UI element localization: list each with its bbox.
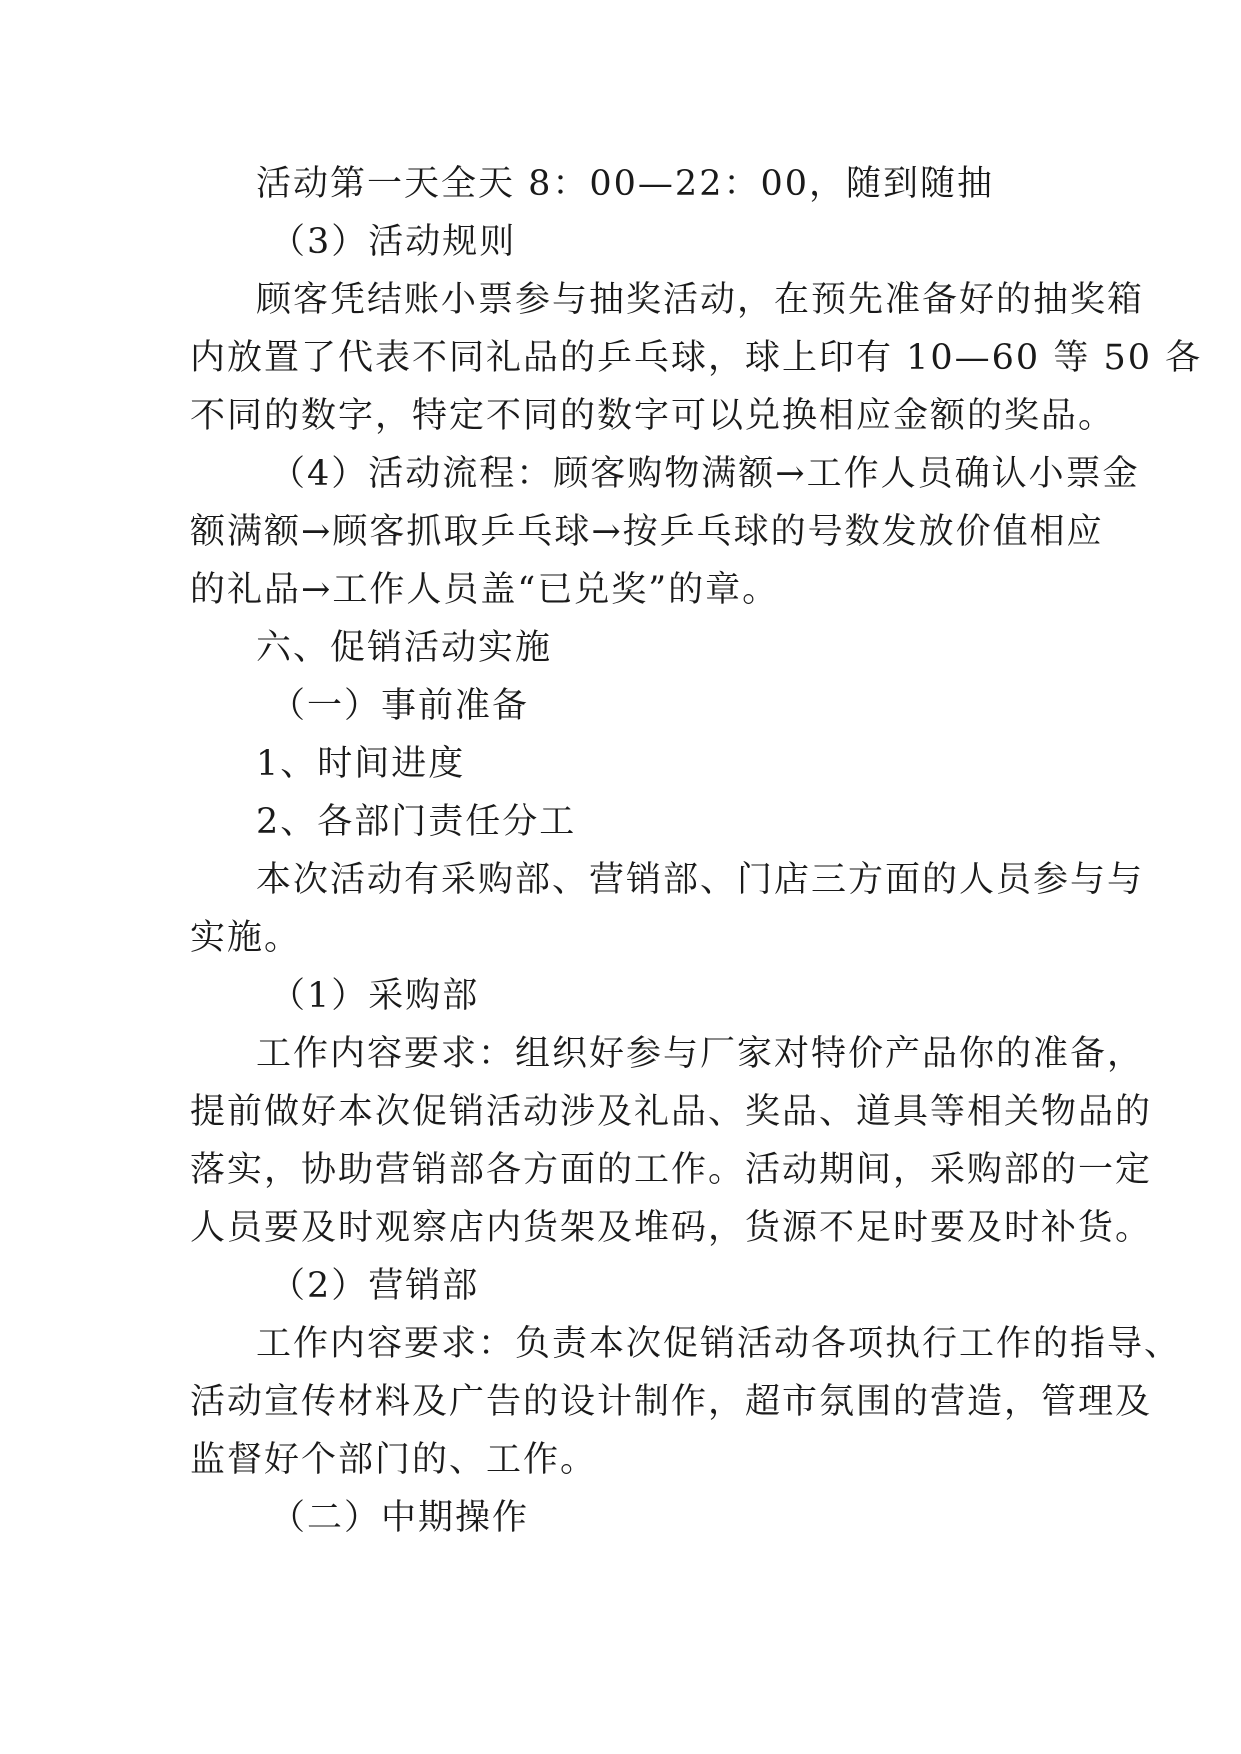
subsection-heading: （1）采购部 (270, 976, 480, 1016)
text-line: 工作内容要求：负责本次促销活动各项执行工作的指导、 (256, 1324, 1182, 1364)
text-line: 内放置了代表不同礼品的乒乓球，球上印有 10—60 等 50 各 (190, 338, 1203, 378)
text-line: 人员要及时观察店内货架及堆码，货源不足时要及时补货。 (190, 1208, 1153, 1248)
text-line: 额满额→顾客抓取乒乓球→按乒乓球的号数发放价值相应 (190, 512, 1104, 552)
text-line: 顾客凭结账小票参与抽奖活动，在预先准备好的抽奖箱 (256, 280, 1145, 320)
text-line: 落实，协助营销部各方面的工作。活动期间，采购部的一定 (190, 1150, 1153, 1190)
text-line: 的礼品→工作人员盖“已兑奖”的章。 (190, 570, 780, 610)
text-line: 本次活动有采购部、营销部、门店三方面的人员参与与 (256, 860, 1145, 900)
text-line: 不同的数字，特定不同的数字可以兑换相应金额的奖品。 (190, 396, 1116, 436)
text-line: 1、时间进度 (256, 744, 466, 784)
text-line: 监督好个部门的、工作。 (190, 1440, 598, 1480)
text-line: 实施。 (190, 918, 302, 958)
text-line: （4）活动流程：顾客购物满额→工作人员确认小票金 (270, 454, 1140, 494)
text-line: 提前做好本次促销活动涉及礼品、奖品、道具等相关物品的 (190, 1092, 1153, 1132)
text-line: 2、各部门责任分工 (256, 802, 577, 842)
subsection-heading: （一）事前准备 (270, 686, 530, 726)
text-line: 工作内容要求：组织好参与厂家对特价产品你的准备， (256, 1034, 1145, 1074)
text-line: 活动第一天全天 8：00—22：00，随到随抽 (256, 164, 995, 204)
text-line: （3）活动规则 (270, 222, 517, 262)
subsection-heading: （2）营销部 (270, 1266, 480, 1306)
subsection-heading: （二）中期操作 (270, 1498, 530, 1538)
section-heading: 六、促销活动实施 (256, 628, 553, 668)
text-line: 活动宣传材料及广告的设计制作，超市氛围的营造，管理及 (190, 1382, 1153, 1422)
